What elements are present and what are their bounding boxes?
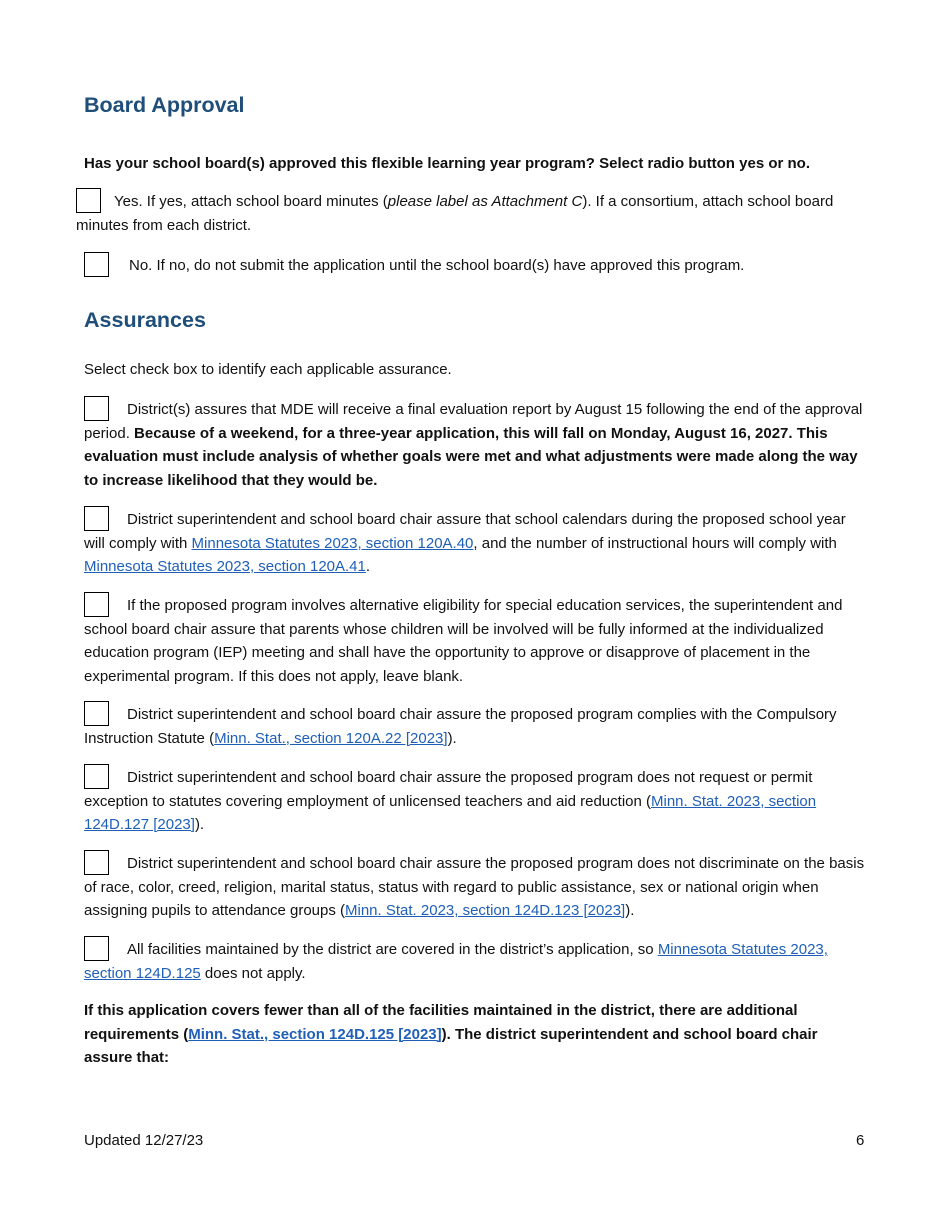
- assurances-intro: Select check box to identify each applicable assurance.: [84, 361, 452, 378]
- assurance-unlicensed-teachers: District superintendent and school board chair assure the proposed program does not request or permit exception to statutes covering employment of unlicensed teachers and aid reduction (Minn. Stat. 2023, section 124D.127 [2023]).: [84, 764, 868, 837]
- assurance-special-education: If the proposed program involves alternative eligibility for special education services, the superintendent and school board chair assure that parents whose children will be involved will be fully informed at the individualized education program (IEP) meeting and shall have the opportunity to approve or disapprove of placement in the experimental program. If this does not apply, leave blank.: [84, 592, 868, 688]
- footer-updated-date: Updated 12/27/23: [84, 1132, 204, 1149]
- statute-link-124d125-bold[interactable]: Minn. Stat., section 124D.125 [2023]: [188, 1025, 442, 1043]
- statute-link-124d125[interactable]: Minnesota Statutes 2023, section 124D.125: [84, 941, 828, 982]
- no-option: No. If no, do not submit the application until the school board(s) have approved this program.: [84, 252, 868, 278]
- assurance-evaluation-report: District(s) assures that MDE will receive a final evaluation report by August 15 following the end of the approval period. Because of a weekend, for a three-year application, this will fall on Monday, August 16, 2027. This evaluation must include analysis of whether goals were met and what adjustments were made along the way to increase likelihood that they would be.: [84, 396, 868, 492]
- board-approval-heading: Board Approval: [84, 93, 245, 117]
- page-number: 6: [856, 1132, 865, 1149]
- statute-link-124d127[interactable]: Minn. Stat. 2023, section 124D.127 [2023]: [84, 792, 817, 833]
- assurance-non-discrimination: District superintendent and school board chair assure the proposed program does not discriminate on the basis of race, color, creed, religion, marital status, status with regard to public assistance, sex or national origin when assigning pupils to attendance groups (Minn. Stat. 2023, section 124D.123 [2023]).: [84, 850, 868, 923]
- assurance-checkbox-3[interactable]: [84, 592, 109, 617]
- assurance-checkbox-6[interactable]: [84, 850, 109, 875]
- statute-link-120a22[interactable]: Minn. Stat., section 120A.22 [2023]: [214, 729, 448, 747]
- statute-link-124d123[interactable]: Minn. Stat. 2023, section 124D.123 [2023]: [345, 902, 626, 919]
- assurance-checkbox-1[interactable]: [84, 396, 109, 421]
- assurance-compulsory-instruction: District superintendent and school board chair assure the proposed program complies with the Compulsory Instruction Statute (Minn. Stat., section 120A.22 [2023]).: [84, 701, 868, 750]
- facilities-additional-requirements: If this application covers fewer than all of the facilities maintained in the district, there are additional requirements (Minn. Stat., section 124D.125 [2023]). The district superintendent and school board chair assure that:: [84, 1002, 818, 1066]
- yes-option: Yes. If yes, attach school board minutes (please label as Attachment C). If a consortium, attach school board minutes from each district.: [76, 188, 868, 237]
- assurance-checkbox-2[interactable]: [84, 506, 109, 531]
- assurance-checkbox-5[interactable]: [84, 764, 109, 789]
- yes-checkbox[interactable]: [76, 188, 101, 213]
- statute-link-120a41[interactable]: Minnesota Statutes 2023, section 120A.41: [84, 558, 366, 575]
- assurance-school-calendars: District superintendent and school board chair assure that school calendars during the proposed school year will comply with Minnesota Statutes 2023, section 120A.40, and the number of instructional hours will comply with Minnesota Statutes 2023, section 120A.41.: [84, 506, 868, 579]
- board-approval-question: Has your school board(s) approved this flexible learning year program? Select radio button yes or no.: [84, 155, 810, 172]
- no-checkbox[interactable]: [84, 252, 109, 277]
- assurance-facilities-covered: All facilities maintained by the district are covered in the district’s application, so Minnesota Statutes 2023, section 124D.125 does not apply.: [84, 936, 868, 985]
- assurances-heading: Assurances: [84, 308, 206, 332]
- statute-link-120a40[interactable]: Minnesota Statutes 2023, section 120A.40: [191, 534, 474, 552]
- assurance-checkbox-7[interactable]: [84, 936, 109, 961]
- assurance-checkbox-4[interactable]: [84, 701, 109, 726]
